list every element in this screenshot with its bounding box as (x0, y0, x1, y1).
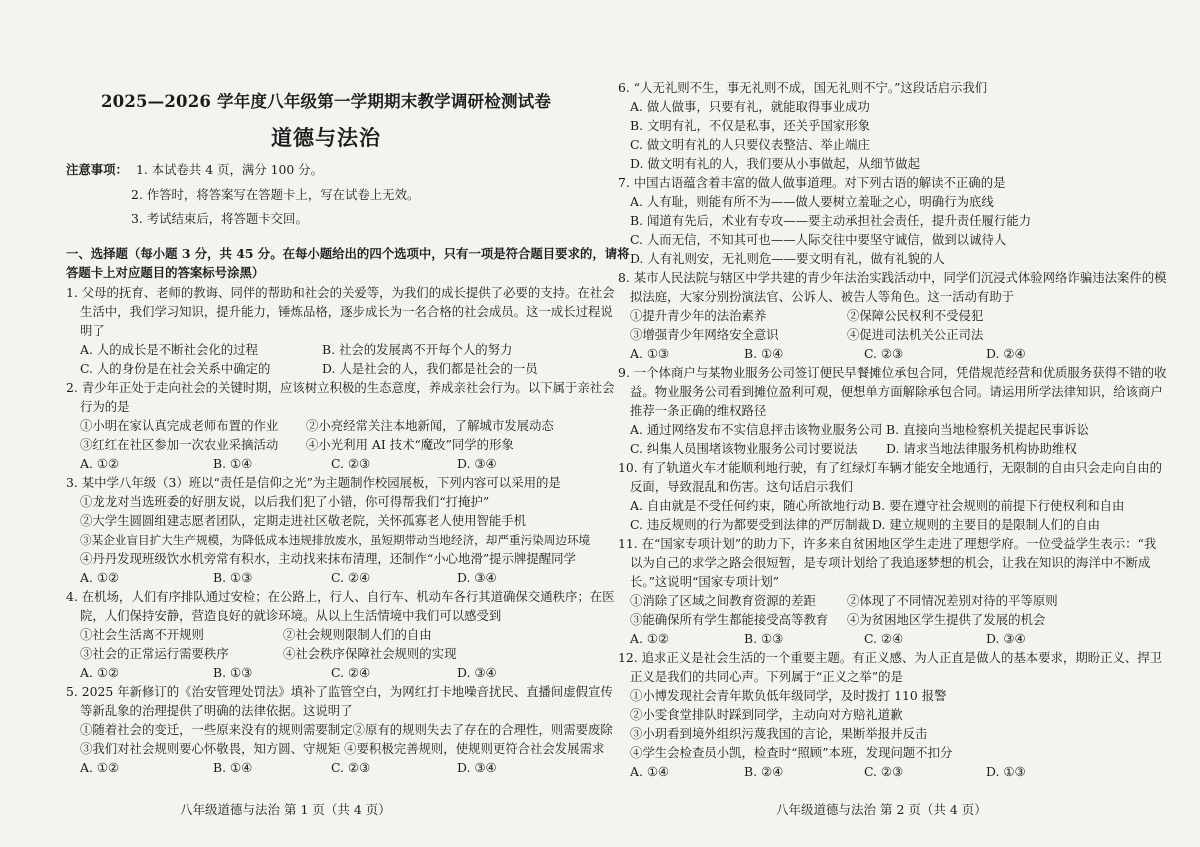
q5-option-b[interactable]: B. ①④ (213, 760, 253, 775)
question-1-stem: 1. 父母的抚育、老师的教诲、同伴的帮助和社会的关爱等，为我们的成长提供了必要的支持。在社会 (66, 285, 615, 300)
q2-statement-4: ④小光利用 AI 技术“魔改”同学的形象 (306, 437, 514, 452)
q8-option-d[interactable]: D. ②④ (986, 346, 1026, 361)
q3-option-a[interactable]: A. ①② (80, 570, 120, 585)
q11-statement-4: ④为贫困地区学生提供了发展的机会 (847, 612, 1046, 627)
q2-option-b[interactable]: B. ①④ (213, 456, 253, 471)
q8-statement-2: ②保障公民权利不受侵犯 (847, 308, 984, 323)
q10-option-b[interactable]: B. 要在遵守社会规则的前提下行使权利和自由 (872, 498, 1125, 513)
q12-statement-1: ①小博发现社会青年欺负低年级同学，及时拨打 110 报警 (630, 688, 947, 703)
question-9-stem: 9. 一个体商户与某物业服务公司签订便民早餐摊位承包合同，凭借规范经营和优质服务获得不错的收 (618, 365, 1167, 380)
question-4-stem: 4. 在机场，人们有序排队通过安检；在公路上，行人、自行车、机动车各行其道确保交通秩序；在医 (66, 589, 615, 604)
q7-option-d[interactable]: D. 人有礼则安，无礼则危——要文明有礼，做有礼貌的人 (630, 251, 945, 266)
page-2 (600, 0, 1200, 847)
q1-option-c[interactable]: C. 人的身份是在社会关系中确定的 (80, 361, 271, 376)
question-6-stem: 6. “人无礼则不生，事无礼则不成，国无礼则不宁。”这段话启示我们 (618, 80, 988, 95)
q12-statement-2: ②小雯食堂排队时踩到同学，主动向对方赔礼道歉 (630, 707, 903, 722)
q3-statement-4: ④丹丹发现班级饮水机旁常有积水，主动找来抹布清理，还制作“小心地滑”提示牌提醒同学 (80, 551, 576, 566)
q12-option-d[interactable]: D. ①③ (986, 764, 1026, 779)
section-1-heading: 一、选择题（每小题 3 分，共 45 分。在每小题给出的四个选项中，只有一项是符合题目要求的，请将 (66, 246, 630, 261)
q10-option-c[interactable]: C. 违反规则的行为都要受到法律的严厉制裁 (630, 517, 870, 532)
q1-option-b[interactable]: B. 社会的发展离不开每个人的努力 (322, 342, 513, 357)
q9-option-a[interactable]: A. 通过网络发布不实信息抨击该物业服务公司 (630, 422, 883, 437)
q11-option-d[interactable]: D. ③④ (986, 631, 1026, 646)
q4-statement-1: ①社会生活离不开规则 (80, 627, 204, 642)
question-5-stem-2: 等新乱象的治理提供了明确的法律依据。这说明了 (80, 703, 353, 718)
q5-option-d[interactable]: D. ③④ (457, 760, 497, 775)
q5-statements-3-4: ③我们对社会规则要心怀敬畏，知方圆、守规矩 ④要积极完善规则，使规则更符合社会发展需求 (80, 741, 605, 756)
q12-option-c[interactable]: C. ②③ (864, 764, 904, 779)
q8-option-b[interactable]: B. ①④ (744, 346, 784, 361)
q1-option-d[interactable]: D. 人是社会的人，我们都是社会的一员 (322, 361, 538, 376)
q8-option-a[interactable]: A. ①③ (630, 346, 670, 361)
q4-statement-4: ④社会秩序保障社会规则的实现 (283, 646, 457, 661)
section-1-heading-cont: 答题卡上对应题目的答案标号涂黑） (66, 265, 265, 280)
question-9-stem-3: 推荐一条正确的维权路径 (630, 403, 767, 418)
question-11-stem-3: 长。”这说明“国家专项计划” (630, 574, 780, 589)
q3-option-b[interactable]: B. ①③ (213, 570, 253, 585)
q6-option-a[interactable]: A. 做人做事，只要有礼，就能取得事业成功 (630, 99, 870, 114)
question-11-stem: 11. 在“国家专项计划”的助力下，许多来自贫困地区学生走进了理想学府。一位受益学生表示：“我 (618, 536, 1157, 551)
question-9-stem-2: 益。物业服务公司看到摊位盈利可观，便想单方面解除承包合同。请运用所学法律知识，给该商户 (630, 384, 1163, 399)
q4-option-b[interactable]: B. ①③ (213, 665, 253, 680)
q7-option-a[interactable]: A. 人有耻，则能有所不为——做人要树立羞耻之心，明确行为底线 (630, 194, 994, 209)
note-1: 1. 本试卷共 4 页，满分 100 分。 (136, 162, 323, 177)
question-7-stem: 7. 中国古语蕴含着丰富的做人做事道理。对下列古语的解读不正确的是 (618, 175, 1006, 190)
q2-statement-1: ①小明在家认真完成老师布置的作业 (80, 418, 279, 433)
question-12-stem: 12. 追求正义是社会生活的一个重要主题。有正义感、为人正直是做人的基本要求，期盼正义、捍卫 (618, 650, 1163, 665)
question-3-stem: 3. 某中学八年级（3）班以“责任是信仰之光”为主题制作校园展板，下列内容可以采用的是 (66, 475, 561, 490)
question-5-stem: 5. 2025 年新修订的《治安管理处罚法》填补了监管空白，为网红打卡地噪音扰民、直播间虚假宣传 (66, 684, 613, 699)
q4-statement-3: ③社会的正常运行需要秩序 (80, 646, 229, 661)
q3-statement-2: ②大学生圆圆组建志愿者团队，定期走进社区敬老院，关怀孤寡老人使用智能手机 (80, 513, 527, 528)
exam-subject: 道德与法治 (271, 126, 381, 150)
q11-option-b[interactable]: B. ①③ (744, 631, 784, 646)
question-1-stem-2: 生活中，我们学习知识，提升能力，锤炼品格，逐步成长为一名合格的社会成员。这一成长过程说 (80, 304, 613, 319)
q2-statement-2: ②小亮经常关注本地新闻，了解城市发展动态 (306, 418, 554, 433)
q2-option-d[interactable]: D. ③④ (457, 456, 497, 471)
q2-statement-3: ③红红在社区参加一次农业采摘活动 (80, 437, 279, 452)
exam-title: 2025—2026 学年度八年级第一学期期末教学调研检测试卷 (100, 92, 552, 111)
q11-statement-2: ②体现了不同情况差别对待的平等原则 (847, 593, 1058, 608)
question-10-stem-2: 反面，导致混乱和伤害。这句话启示我们 (630, 479, 854, 494)
q5-statements-1-2: ①随着社会的变迁，一些原来没有的规则需要制定②原有的规则失去了存在的合理性，则需要废除 (80, 722, 613, 737)
q8-statement-4: ④促进司法机关公正司法 (847, 327, 984, 342)
question-12-stem-2: 正义是我们的共同心声。下列属于“正义之举”的是 (630, 669, 903, 684)
q8-option-c[interactable]: C. ②③ (864, 346, 904, 361)
note-2: 2. 作答时，将答案写在答题卡上，写在试卷上无效。 (131, 187, 420, 202)
page-1-footer: 八年级道德与法治 第 1 页（共 4 页） (180, 802, 391, 817)
q4-option-c[interactable]: C. ②④ (331, 665, 371, 680)
q1-option-a[interactable]: A. 人的成长是不断社会化的过程 (80, 342, 258, 357)
q10-option-a[interactable]: A. 自由就是不受任何约束，随心所欲地行动 (630, 498, 870, 513)
question-8-stem-2: 拟法庭，大家分别扮演法官、公诉人、被告人等角色。这一活动有助于 (630, 289, 1015, 304)
question-4-stem-2: 院，人们保持安静，营造良好的就诊环境。从以上生活情境中我们可以感受到 (80, 608, 502, 623)
q11-option-a[interactable]: A. ①② (630, 631, 670, 646)
q3-statement-1: ①龙龙对当选班委的好朋友说，以后我们犯了小错，你可得帮我们“打掩护” (80, 494, 490, 509)
notes-label: 注意事项： (66, 162, 128, 177)
q8-statement-3: ③增强青少年网络安全意识 (630, 327, 779, 342)
question-10-stem: 10. 有了轨道火车才能顺利地行驶，有了红绿灯车辆才能安全地通行，无限制的自由只会走向自由的 (618, 460, 1163, 475)
q12-statement-3: ③小玥看到境外组织污蔑我国的言论，果断举报并反击 (630, 726, 928, 741)
q9-option-b[interactable]: B. 直接向当地检察机关提起民事诉讼 (886, 422, 1089, 437)
q3-option-c[interactable]: C. ②④ (331, 570, 371, 585)
q11-statement-1: ①消除了区域之间教育资源的差距 (630, 593, 816, 608)
q8-statement-1: ①提升青少年的法治素养 (630, 308, 767, 323)
q12-statement-4: ④学生会检查员小凯，检查时“照顾”本班，发现问题不扣分 (630, 745, 953, 760)
q5-option-c[interactable]: C. ②③ (331, 760, 371, 775)
q5-option-a[interactable]: A. ①② (80, 760, 120, 775)
q2-option-c[interactable]: C. ②③ (331, 456, 371, 471)
question-2-stem: 2. 青少年正处于走向社会的关键时期，应该树立积极的生态意度，养成亲社会行为。以下属于亲社会 (66, 380, 615, 395)
q4-option-d[interactable]: D. ③④ (457, 665, 497, 680)
q12-option-b[interactable]: B. ②④ (744, 764, 784, 779)
q9-option-d[interactable]: D. 请求当地法律服务机构协助维权 (886, 441, 1077, 456)
q11-option-c[interactable]: C. ②④ (864, 631, 904, 646)
q3-option-d[interactable]: D. ③④ (457, 570, 497, 585)
question-11-stem-2: 以为自己的求学之路会很短暂，是专项计划给了我追逐梦想的机会，让我在知识的海洋中不断成 (630, 555, 1151, 570)
q6-option-c[interactable]: C. 做文明有礼的人只要仪表整洁、举止端庄 (630, 137, 870, 152)
note-3: 3. 考试结束后，将答题卡交回。 (131, 211, 308, 226)
q7-option-b[interactable]: B. 闻道有先后，术业有专攻——要主动承担社会责任，提升责任履行能力 (630, 213, 1032, 228)
page-2-footer: 八年级道德与法治 第 2 页（共 4 页） (776, 802, 987, 817)
question-1-stem-3: 明了 (80, 323, 105, 338)
q2-option-a[interactable]: A. ①② (80, 456, 120, 471)
q7-option-c[interactable]: C. 人而无信，不知其可也——人际交往中要坚守诚信，做到以诚待人 (630, 232, 1007, 247)
q12-option-a[interactable]: A. ①④ (630, 764, 670, 779)
question-2-stem-2: 行为的是 (80, 399, 130, 414)
question-8-stem: 8. 某市人民法院与辖区中学共建的青少年法治实践活动中，同学们沉浸式体验网络诈骗违法案件的模 (618, 270, 1167, 285)
q4-option-a[interactable]: A. ①② (80, 665, 120, 680)
q4-statement-2: ②社会规则限制人们的自由 (283, 627, 432, 642)
q3-statement-3: ③某企业盲目扩大生产规模，为降低成本违规排放废水，虽短期带动当地经济，却严重污染周边环境 (80, 533, 591, 547)
q9-option-c[interactable]: C. 纠集人员围堵该物业服务公司讨要说法 (630, 441, 858, 456)
q10-option-d[interactable]: D. 建立规则的主要目的是限制人们的自由 (872, 517, 1101, 532)
q6-option-d[interactable]: D. 做文明有礼的人，我们要从小事做起，从细节做起 (630, 156, 920, 171)
q6-option-b[interactable]: B. 文明有礼，不仅是私事，还关乎国家形象 (630, 118, 871, 133)
q11-statement-3: ③能确保所有学生都能接受高等教育 (630, 612, 829, 627)
